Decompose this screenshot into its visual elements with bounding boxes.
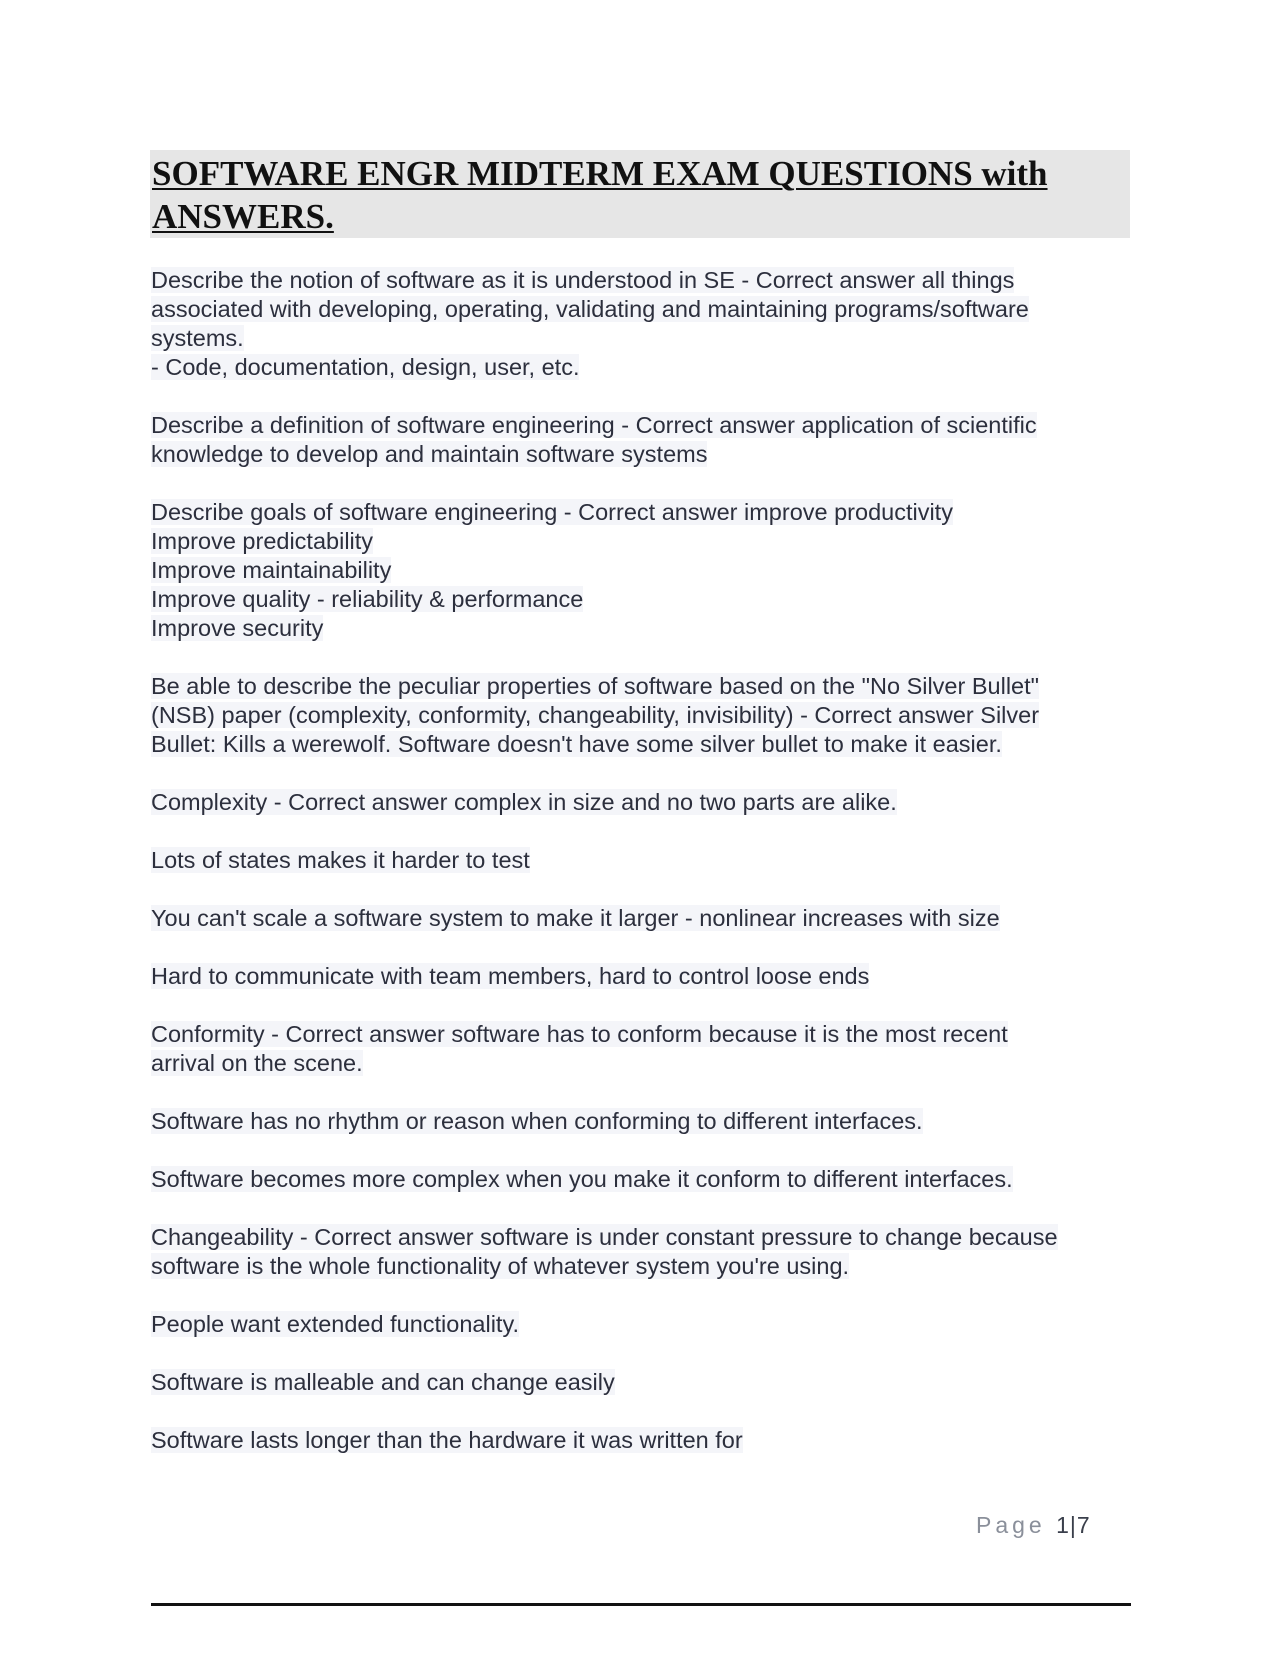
- text-line: [151, 1165, 1131, 1194]
- page-number: 1: [1056, 1512, 1070, 1538]
- title-line: SOFTWARE ENGR MIDTERM EXAM QUESTIONS with: [152, 154, 1048, 193]
- highlighted-text: Describe goals of software engineering - Correct answer improve productivity: [151, 499, 953, 525]
- qa-paragraph: [151, 1310, 1131, 1339]
- text-line: [151, 1368, 1131, 1397]
- text-line: [151, 1252, 1131, 1281]
- title-line: ANSWERS.: [152, 197, 334, 236]
- text-line: [151, 411, 1131, 440]
- qa-paragraph: [151, 411, 1131, 469]
- highlighted-text: Conformity - Correct answer software has to conform because it is the most recent: [151, 1021, 1008, 1047]
- highlighted-text: Hard to communicate with team members, hard to control loose ends: [151, 963, 870, 989]
- text-line: [151, 904, 1131, 933]
- highlighted-text: Bullet: Kills a werewolf. Software doesn't have some silver bullet to make it easier.: [151, 731, 1002, 757]
- text-line: [151, 672, 1131, 701]
- highlighted-text: You can't scale a software system to make it larger - nonlinear increases with size: [151, 905, 1000, 931]
- highlighted-text: arrival on the scene.: [151, 1050, 363, 1076]
- text-line: [151, 527, 1131, 556]
- highlighted-text: Software lasts longer than the hardware it was written for: [151, 1427, 743, 1453]
- text-line: [151, 1020, 1131, 1049]
- document-title: [152, 152, 1132, 238]
- text-line: [151, 556, 1131, 585]
- highlighted-text: associated with developing, operating, validating and maintaining programs/software: [151, 296, 1029, 322]
- qa-paragraph: [151, 846, 1131, 875]
- highlighted-text: Software becomes more complex when you make it conform to different interfaces.: [151, 1166, 1013, 1192]
- highlighted-text: Improve quality - reliability & performance: [151, 586, 584, 612]
- qa-paragraph: [151, 1020, 1131, 1078]
- highlighted-text: Lots of states makes it harder to test: [151, 847, 530, 873]
- highlighted-text: systems.: [151, 325, 244, 351]
- qa-paragraph: [151, 1426, 1131, 1455]
- highlighted-text: Describe a definition of software engineering - Correct answer application of scientific: [151, 412, 1037, 438]
- qa-paragraph: [151, 962, 1131, 991]
- highlighted-text: Software has no rhythm or reason when conforming to different interfaces.: [151, 1108, 923, 1134]
- text-line: [151, 266, 1131, 295]
- text-line: [151, 730, 1131, 759]
- qa-paragraph: [151, 1368, 1131, 1397]
- text-line: [151, 295, 1131, 324]
- highlighted-text: Improve maintainability: [151, 557, 392, 583]
- page-number-footer: [976, 1512, 1091, 1539]
- qa-paragraph: [151, 1165, 1131, 1194]
- footer-divider: [151, 1603, 1131, 1606]
- highlighted-text: knowledge to develop and maintain software systems: [151, 441, 708, 467]
- text-line: [151, 353, 1131, 382]
- highlighted-text: Improve predictability: [151, 528, 374, 554]
- highlighted-text: Complexity - Correct answer complex in size and no two parts are alike.: [151, 789, 897, 815]
- highlighted-text: (NSB) paper (complexity, conformity, changeability, invisibility) - Correct answer Silver: [151, 702, 1040, 728]
- text-line: [151, 962, 1131, 991]
- qa-paragraph: [151, 788, 1131, 817]
- highlighted-text: Improve security: [151, 615, 324, 641]
- document-body: [151, 266, 1131, 1484]
- highlighted-text: Be able to describe the peculiar properties of software based on the "No Silver Bullet": [151, 673, 1039, 699]
- text-line: [151, 788, 1131, 817]
- text-line: [151, 585, 1131, 614]
- text-line: [151, 701, 1131, 730]
- text-line: [151, 846, 1131, 875]
- text-line: [151, 498, 1131, 527]
- highlighted-text: - Code, documentation, design, user, etc.: [151, 354, 580, 380]
- text-line: [151, 1310, 1131, 1339]
- page-label: Page: [976, 1512, 1046, 1538]
- page-total: 7: [1076, 1512, 1091, 1538]
- highlighted-text: People want extended functionality.: [151, 1311, 519, 1337]
- highlighted-text: Describe the notion of software as it is understood in SE - Correct answer all things: [151, 267, 1015, 293]
- qa-paragraph: [151, 1107, 1131, 1136]
- qa-paragraph: [151, 1223, 1131, 1281]
- text-line: [151, 1107, 1131, 1136]
- text-line: [151, 1049, 1131, 1078]
- text-line: [151, 1426, 1131, 1455]
- text-line: [151, 1223, 1131, 1252]
- text-line: [151, 440, 1131, 469]
- text-line: [151, 324, 1131, 353]
- qa-paragraph: [151, 266, 1131, 382]
- qa-paragraph: [151, 904, 1131, 933]
- qa-paragraph: [151, 498, 1131, 643]
- page-separator: |: [1069, 1512, 1077, 1538]
- qa-paragraph: [151, 672, 1131, 759]
- highlighted-text: Changeability - Correct answer software is under constant pressure to change because: [151, 1224, 1058, 1250]
- highlighted-text: software is the whole functionality of whatever system you're using.: [151, 1253, 850, 1279]
- highlighted-text: Software is malleable and can change easily: [151, 1369, 615, 1395]
- text-line: [151, 614, 1131, 643]
